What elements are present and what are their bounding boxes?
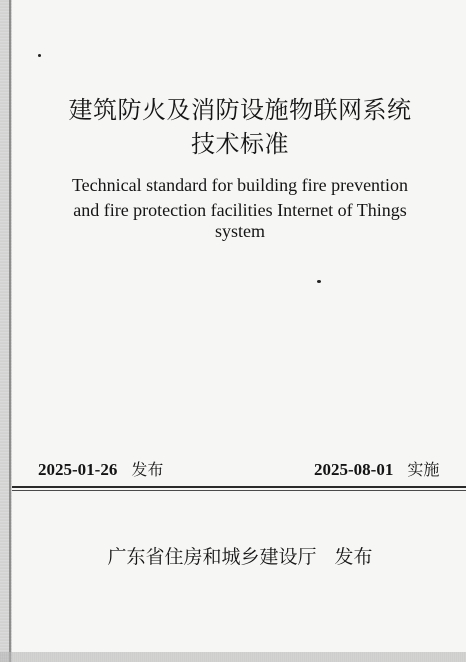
- divider-thin: [12, 490, 466, 491]
- scan-edge-bottom: [0, 652, 466, 662]
- issue-label: 发布: [131, 460, 164, 479]
- title-english-line1: Technical standard for building fire prevention: [71, 175, 409, 195]
- divider-thick: [12, 486, 466, 488]
- scan-edge-line: [9, 0, 11, 662]
- title-english-line2: and fire protection facilities Internet of Things system: [73, 200, 407, 241]
- title-chinese-line1: 建筑防火及消防设施物联网系统: [68, 96, 412, 124]
- publisher-name: 广东省住房和城乡建设厅: [107, 546, 317, 568]
- issue-date: 2025-01-26: [38, 460, 118, 479]
- publisher-action: 发布: [334, 546, 373, 568]
- scan-speck: [38, 54, 41, 57]
- scan-speck: [317, 280, 321, 283]
- effective-date-block: [314, 457, 439, 480]
- publisher-line: [60, 542, 420, 569]
- issue-date-block: [38, 457, 163, 480]
- effective-date: 2025-08-01: [314, 460, 394, 479]
- title-chinese-line2: 技术标准: [191, 130, 289, 158]
- effective-label: 实施: [407, 460, 440, 479]
